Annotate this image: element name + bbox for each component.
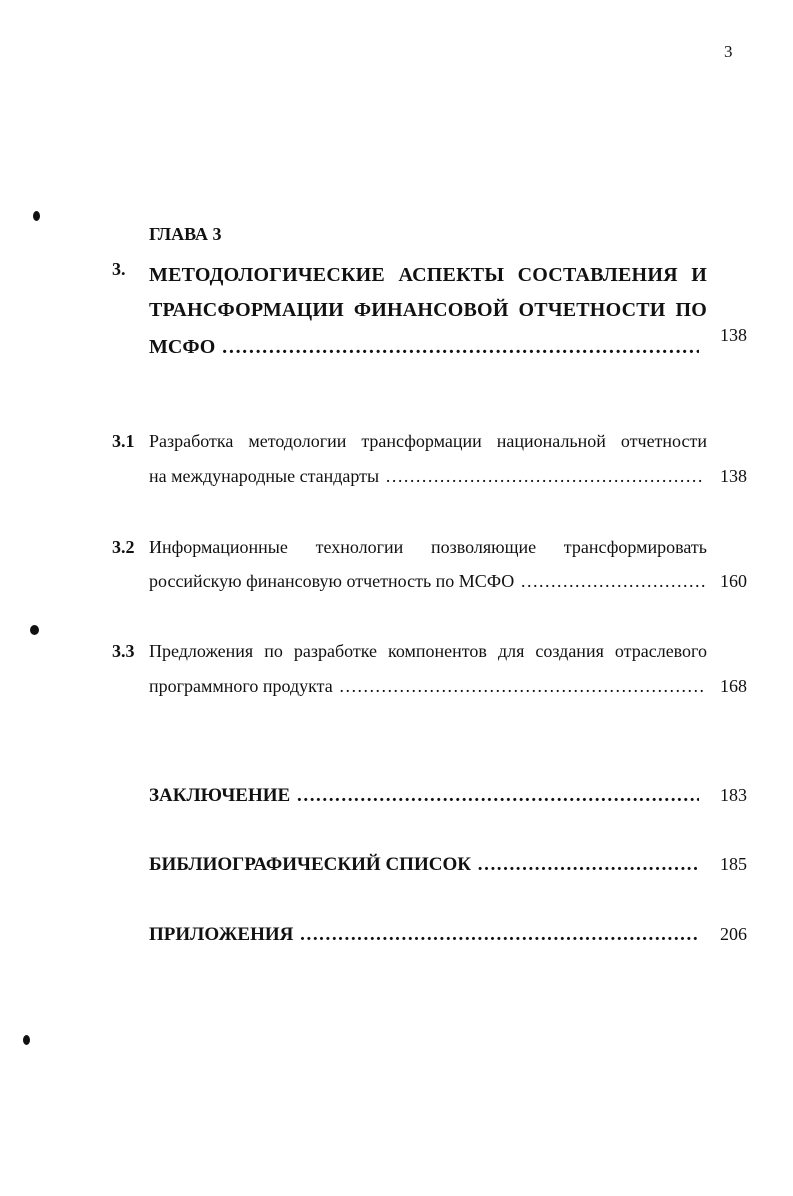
section-title-line1[interactable]: Информационные технологии позволяющие трансформировать bbox=[149, 537, 707, 557]
page-number: 3 bbox=[724, 42, 733, 61]
entry-page: 185 bbox=[720, 854, 747, 874]
entry-title: ПРИЛОЖЕНИЯ bbox=[149, 924, 294, 945]
binder-hole-mark bbox=[33, 211, 40, 221]
entry-page: 206 bbox=[720, 924, 747, 944]
chapter-number: 3. bbox=[112, 259, 126, 279]
appendices-entry[interactable] bbox=[149, 924, 699, 946]
section-title-line1[interactable]: Разработка методологии трансформации национальной отчетности bbox=[149, 431, 707, 451]
chapter-title-line3[interactable] bbox=[149, 336, 699, 359]
chapter-title-text: МСФО bbox=[149, 336, 216, 358]
section-title-line2[interactable] bbox=[149, 571, 705, 592]
section-page: 168 bbox=[720, 676, 747, 696]
dot-leader bbox=[520, 571, 705, 592]
chapter-page: 138 bbox=[720, 325, 747, 345]
chapter-label: ГЛАВА 3 bbox=[149, 224, 222, 244]
section-title-line2[interactable] bbox=[149, 676, 705, 697]
binder-hole-mark bbox=[23, 1035, 30, 1045]
entry-page: 183 bbox=[720, 785, 747, 805]
entry-title: БИБЛИОГРАФИЧЕСКИЙ СПИСОК bbox=[149, 854, 472, 875]
section-page: 160 bbox=[720, 571, 747, 591]
section-page: 138 bbox=[720, 466, 747, 486]
chapter-title-line1: МЕТОДОЛОГИЧЕСКИЕ АСПЕКТЫ СОСТАВЛЕНИЯ И bbox=[149, 264, 707, 286]
section-title-text: российскую финансовую отчетность по МСФО bbox=[149, 571, 515, 591]
bibliography-entry[interactable] bbox=[149, 854, 699, 876]
chapter-title-line2: ТРАНСФОРМАЦИИ ФИНАНСОВОЙ ОТЧЕТНОСТИ ПО bbox=[149, 299, 707, 321]
section-title-line2[interactable] bbox=[149, 466, 705, 487]
dot-leader bbox=[385, 466, 705, 487]
section-number: 3.1 bbox=[112, 431, 135, 451]
dot-leader bbox=[339, 676, 705, 697]
dot-leader bbox=[296, 785, 699, 807]
section-title-line1[interactable]: Предложения по разработке компонентов для создания отраслевого bbox=[149, 641, 707, 661]
dot-leader bbox=[477, 854, 699, 876]
section-title-text: программного продукта bbox=[149, 676, 333, 696]
dot-leader bbox=[221, 336, 699, 359]
conclusion-entry[interactable] bbox=[149, 785, 699, 807]
entry-title: ЗАКЛЮЧЕНИЕ bbox=[149, 785, 291, 806]
section-number: 3.2 bbox=[112, 537, 135, 557]
dot-leader bbox=[299, 924, 699, 946]
section-title-text: на международные стандарты bbox=[149, 466, 380, 486]
section-number: 3.3 bbox=[112, 641, 135, 661]
binder-hole-mark bbox=[30, 625, 39, 635]
